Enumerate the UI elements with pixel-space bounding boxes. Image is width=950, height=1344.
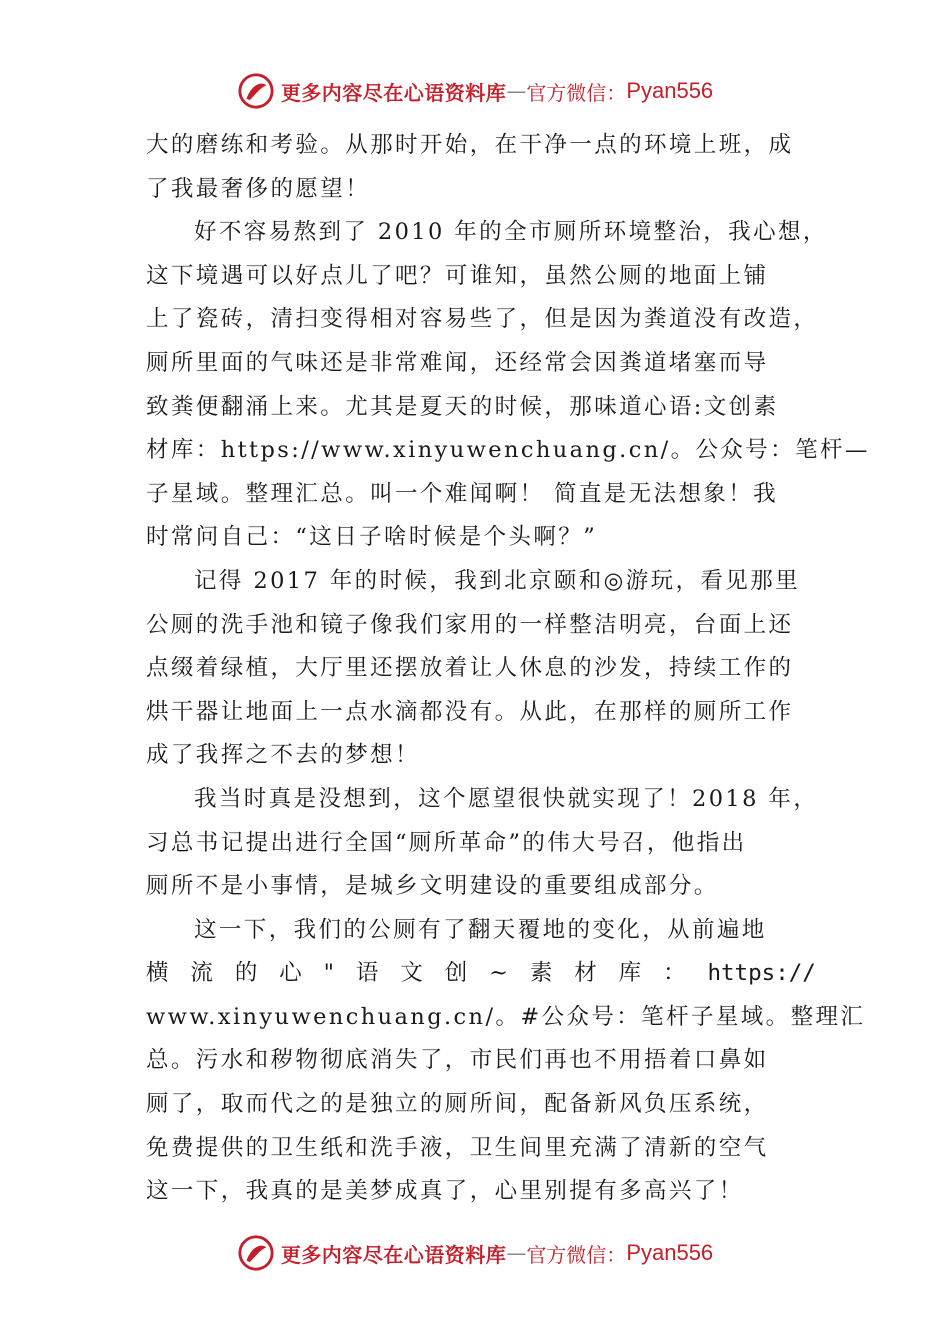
banner-main-text: 更多内容尽在心语资料库 — [280, 80, 507, 105]
char: ~ — [489, 960, 508, 987]
text-line: 公厕的洗手池和镜子像我们家用的一样整洁明亮，台面上还 — [146, 611, 794, 638]
text-line: 总。污水和秽物彻底消失了，市民们再也不用捂着口鼻如 — [146, 1047, 769, 1074]
text-line: 成了我挥之不去的梦想！ — [146, 742, 420, 769]
justified-line — [146, 952, 816, 996]
text-line: 材库：https://www.xinyuwenchuang.cn/。公众号：笔杆— — [146, 437, 870, 464]
text-line: 上了瓷砖，清扫变得相对容易些了，但是因为粪道没有改造， — [146, 306, 819, 333]
text-line: 厕了，取而代之的是独立的厕所间，配备新风负压系统， — [146, 1091, 769, 1118]
text-line: 这一下，我真的是美梦成真了，心里别提有多高兴了！ — [146, 1178, 744, 1205]
document-body — [146, 124, 870, 1214]
banner-separator: — — [506, 79, 527, 103]
text-line: 致粪便翻涌上来。尤其是夏天的时候，那味道心语:文创素 — [146, 393, 779, 420]
char: 创 — [444, 960, 468, 987]
char: 横 — [146, 960, 169, 987]
text-line: 这下境遇可以好点儿了吧？可谁知，虽然公厕的地面上铺 — [146, 262, 769, 289]
text-line: 子星域。整理汇总。叫一个难闻啊！ 简直是无法想象！我 — [146, 480, 779, 507]
char: 语 — [355, 960, 379, 987]
char: ： — [663, 960, 686, 987]
text-line: 厕所不是小事情，是城乡文明建设的重要组成部分。 — [146, 873, 719, 900]
banner-wechat-id: Pyan556 — [626, 1240, 714, 1265]
char: 库 — [618, 960, 642, 987]
text-line: www.xinyuwenchuang.cn/。#公众号：笔杆子星域。整理汇 — [146, 1003, 866, 1030]
banner-wechat-label: 官方微信： — [526, 80, 627, 105]
url-fragment: https:// — [707, 960, 816, 987]
banner-separator: — — [506, 1241, 527, 1265]
text-line: 厕所里面的气味还是非常难闻，还经常会因粪道堵塞而导 — [146, 349, 769, 376]
char: 流 — [190, 960, 213, 987]
text-line: 免费提供的卫生纸和洗手液，卫生间里充满了清新的空气 — [146, 1134, 769, 1161]
char: 材 — [574, 960, 597, 987]
banner-wechat-id: Pyan556 — [626, 78, 714, 103]
paragraph-start-line: 这一下，我们的公厕有了翻天覆地的变化，从前遍地 — [194, 916, 767, 943]
banner-main-text: 更多内容尽在心语资料库 — [280, 1242, 507, 1267]
text-line: 时常问自己：“这日子啥时候是个头啊？” — [146, 524, 598, 551]
brand-logo-icon — [237, 1234, 275, 1272]
char: 的 — [234, 960, 258, 987]
paragraph-start-line: 好不容易熬到了 2010 年的全市厕所环境整治，我心想， — [194, 219, 828, 246]
char: 素 — [529, 960, 553, 987]
text-line: 点缀着绿植，大厅里还摆放着让人休息的沙发，持续工作的 — [146, 655, 794, 682]
text-line: 烘干器让地面上一点水滴都没有。从此，在那样的厕所工作 — [146, 698, 794, 725]
char: 心 — [279, 960, 302, 987]
text-line: 习总书记提出进行全国“厕所革命”的伟大号召，他指出 — [146, 829, 747, 856]
header-banner — [0, 68, 950, 114]
banner-wechat-label: 官方微信： — [526, 1242, 627, 1267]
brand-logo-icon — [237, 72, 275, 110]
text-line: 了我最奢侈的愿望！ — [146, 175, 371, 202]
char: 文 — [400, 960, 423, 987]
paragraph-start-line: 我当时真是没想到，这个愿望很快就实现了！2018 年， — [194, 785, 819, 812]
paragraph-start-line: 记得 2017 年的时候，我到北京颐和◎游玩，看见那里 — [194, 567, 800, 594]
char: " — [323, 960, 334, 987]
footer-banner — [0, 1230, 950, 1276]
text-line: 大的磨练和考验。从那时开始，在干净一点的环境上班，成 — [146, 132, 794, 158]
